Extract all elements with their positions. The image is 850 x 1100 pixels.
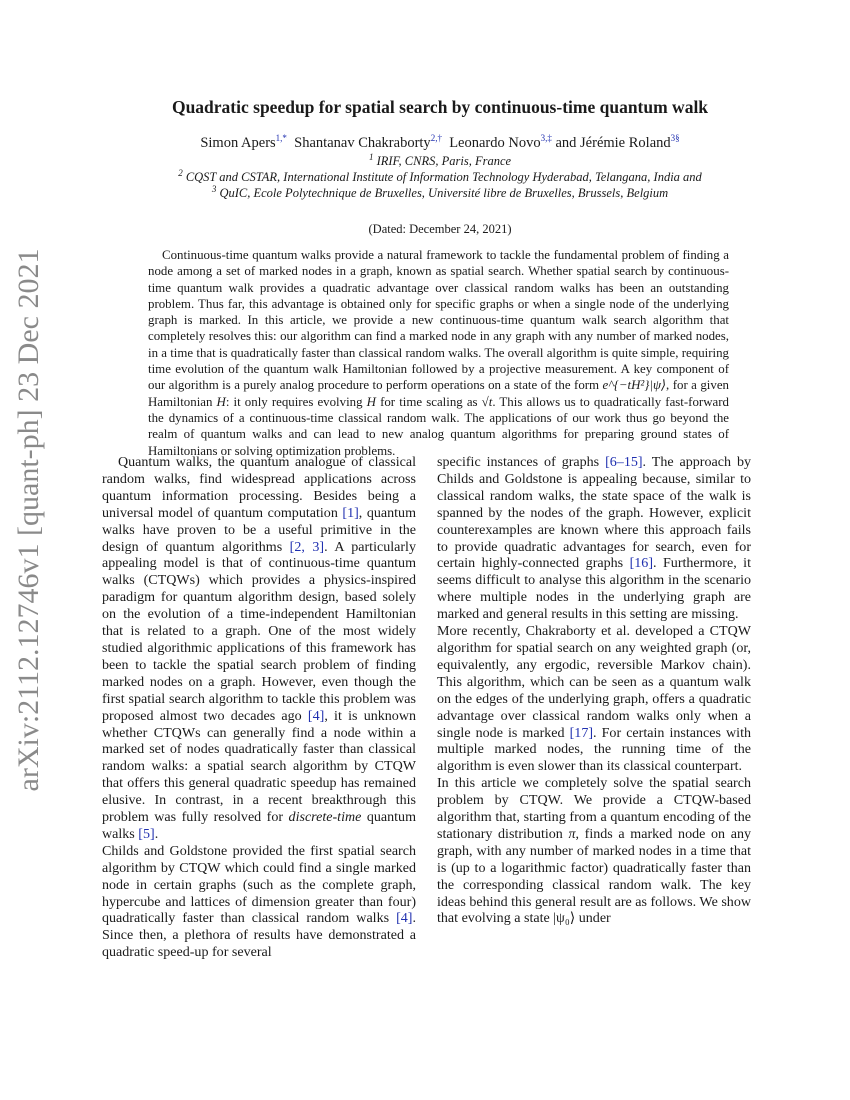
author-sup: 1,*: [275, 133, 287, 143]
abstract: Continuous-time quantum walks provide a natural framework to tackle the fundamental problem of finding a node among a set of marked nodes in a graph, known as spatial search. Whether spatial search by continuous-time quantum walk provides a quadratic advantage over classical random walks has been an outstanding problem. Thus far, this advantage is obtained only for specific graphs or when a single node of the underlying graph is marked. In this article, we provide a new continuous-time quantum walk search algorithm that completely resolves this: our algorithm can find a marked node in any graph with any number of marked nodes, in a time that is quadratically faster than classical random walks. The overall algorithm is quite simple, requiring time evolution of the quantum walk Hamiltonian followed by a projective measurement. A key component of our algorithm is a purely analog procedure to perform operations on a state of the form e^{−tH²}|ψ⟩, for a given Hamiltonian H: it only requires evolving H for time scaling as √t. This allows us to quadratically fast-forward the dynamics of a continuous-time classical random walk. The applications of our work thus go beyond the realm of quantum walks and can lead to new analog quantum algorithms for preparing ground states of Hamiltonians or solving optimization problems.: [148, 248, 729, 458]
citation-link[interactable]: [4]: [396, 910, 413, 927]
author-sup: 3§: [670, 133, 680, 143]
paragraph: More recently, Chakraborty et al. developed a CTQW algorithm for spatial search on any weighted graph (or, equivalently, any ergodic, reversible Markov chain). This algorithm, which can be seen as a quantum walk on the edges of the underlying graph, offers a quadratic advantage over classical random walks only when a single node is marked [17]. For certain instances with multiple marked nodes, the running time of the algorithm is even slower than its classical counterpart.: [437, 623, 751, 775]
citation-link[interactable]: [4]: [307, 707, 325, 724]
arxiv-stamp: [4, 140, 54, 900]
date-line: (Dated: December 24, 2021): [368, 222, 512, 236]
author-name: Jérémie Roland: [580, 134, 671, 151]
paragraph: In this article we completely solve the spatial search problem by CTQW. We provide a CTQW-based algorithm that, starting from a quantum encoding of the stationary distribution π, finds a marked node on any graph, with any number of marked nodes in a time that is (up to a logarithmic factor) quadratically faster than the corresponding classical random walk. The key ideas behind this general result are as follows. We show that evolving a state |ψ₀⟩ under: [437, 775, 751, 927]
author-name: Simon Apers: [200, 134, 276, 151]
author-name: Leonardo Novo: [449, 134, 541, 151]
body-left-column: [102, 454, 416, 961]
citation-link[interactable]: [2, 3]: [289, 538, 325, 555]
paper-title: Quadratic speedup for spatial search by continuous-time quantum walk: [171, 97, 709, 117]
author-sup: 3,‡: [540, 133, 552, 143]
math-ket: |ψ₀⟩: [553, 910, 576, 927]
citation-link[interactable]: [1]: [342, 504, 359, 521]
affiliation-3: $^3$ QuIC, Ecole Polytechnique de Bruxelles, Université libre de Bruxelles, Brussels, Belgium: [211, 184, 669, 201]
citation-link[interactable]: [6–15]: [605, 454, 643, 470]
math-expression: e^{−tH²}|ψ⟩: [602, 378, 667, 393]
citation-link[interactable]: [16]: [629, 555, 653, 572]
paragraph: Quantum walks, the quantum analogue of classical random walks, find widespread applications across quantum information processing. Besides being a universal model of quantum computation [1], quantum walks have proven to be a useful primitive in the design of quantum algorithms [2, 3]. A particularly appealing model is that of continuous-time quantum walks (CTQWs) which provides a physics-inspired paradigm for quantum algorithm design, based solely on the evolution of a time-independent Hamiltonian that is related to a graph. One of the most widely studied algorithmic applications of this framework has been to tackle the spatial search problem of finding marked nodes on a graph. However, even though the first spatial search algorithm to tackle this problem was proposed almost two decades ago [4], it is unknown whether CTQWs can generally find a node within a marked set of nodes quadratically faster than classical random walks: a spatial search algorithm by CTQW that offers this general quadratic speedup has remained elusive. In contrast, in a recent breakthrough this problem was fully resolved for discrete-time quantum walks [5].: [102, 454, 416, 842]
affiliation-1: $^1$ IRIF, CNRS, Paris, France: [368, 152, 512, 169]
math-sqrt: √t: [481, 394, 493, 409]
author-name: Shantanav Chakraborty: [294, 134, 431, 151]
paragraph: specific instances of graphs [6–15]. The approach by Childs and Goldstone is appealing because, similar to classical random walks, the state space of the walk is spanned by the nodes of the graph. However, explicit counterexamples are known where this approach fails to provide quadratic advantages for search, even for certain highly-connected graphs [16]. Furthermore, it seems difficult to analyse this algorithm in the scenario where multiple nodes in the underlying graph are marked and general results in this setting are missing.: [437, 454, 751, 623]
body-right-column: [437, 454, 751, 927]
author-list: [90, 133, 790, 152]
arxiv-stamp-text: arXiv:2112.12746v1 [quant-ph] 23 Dec 2021: [12, 248, 45, 792]
affiliation-2: $^2$ CQST and CSTAR, International Institute of Information Technology Hyderabad, Telangana, India and: [178, 168, 702, 185]
citation-link[interactable]: [5]: [138, 825, 155, 842]
author-and: and: [555, 134, 577, 151]
paragraph: Childs and Goldstone provided the first spatial search algorithm by CTQW which could find a single marked node in certain graphs (such as the complete graph, hypercube and lattices of dimension greater than four) quadratically faster than classical random walks [4]. Since then, a plethora of results have demonstrated a quadratic speed-up for several: [102, 842, 416, 961]
citation-link[interactable]: [17]: [569, 724, 594, 741]
author-sup: 2,†: [430, 133, 442, 143]
